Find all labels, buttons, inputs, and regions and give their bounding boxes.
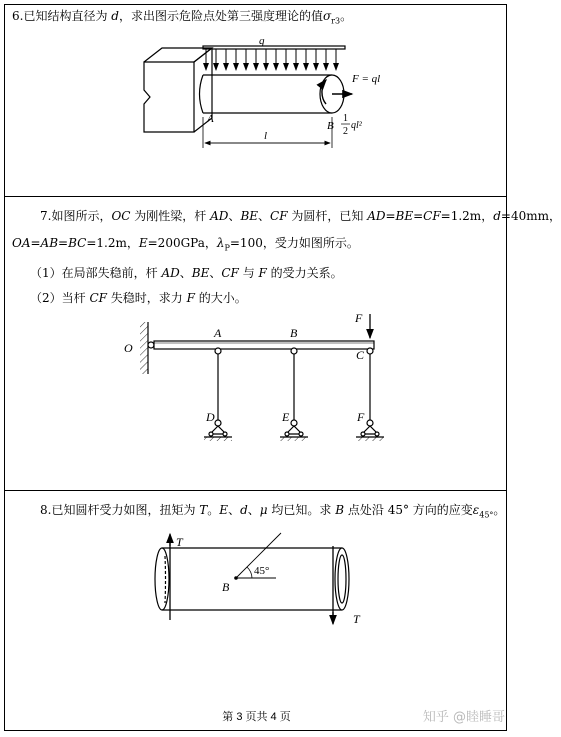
figure-6-cantilever [144, 46, 345, 132]
label-F: F [357, 410, 365, 424]
label-A: A [214, 326, 222, 340]
label-C: C [356, 348, 365, 362]
ground-hatch-E [280, 437, 308, 441]
label-l: l [264, 130, 268, 142]
distributed-load-arrows [206, 49, 336, 70]
label-q: q [259, 35, 265, 47]
label-force-F: F = ql [352, 73, 381, 85]
label-B: B [327, 120, 334, 132]
question-7-item2: （2）当杆 CF 失稳时，求力 F 的大小。 [30, 291, 247, 305]
page-footer: 第 3 页共 4 页 [222, 711, 291, 723]
question-8-text: 8.已知圆杆受力如图，扭矩为 T。E、d、μ 均已知。求 B 点处沿 45° 方向的应变$\varepsilon_{45^\circ}$。 [40, 503, 506, 520]
label-T-bottom: T [353, 612, 360, 626]
label-45deg: 45° [254, 565, 270, 577]
question-7-item1: （1）在局部失稳前，杆 AD、BE、CF 与 F 的受力关系。 [30, 266, 343, 280]
question-7-line2: OA=AB=BC=1.2m，E=200GPa，$\lambda_P=100$，受力如图所示。 [12, 236, 359, 253]
figure-8-shaft [155, 533, 349, 610]
moment-ql2: ql² [351, 120, 362, 131]
ground-hatch-F [356, 437, 384, 441]
label-O: O [124, 341, 133, 355]
ground-hatch-D [204, 437, 232, 441]
label-B: B [290, 326, 298, 340]
point-B [234, 576, 238, 580]
label-B: B [222, 580, 230, 594]
moment-half-den: 2 [343, 126, 348, 137]
figure-7-beam [140, 322, 384, 437]
label-T-top: T [176, 535, 183, 549]
moment-half-num: 1 [343, 113, 348, 124]
label-A: A [207, 113, 214, 125]
watermark: 知乎 @睦睡哥 [422, 710, 505, 725]
dimension-l [203, 117, 332, 148]
label-E: E [282, 410, 290, 424]
question-7-line1: 7.如图所示，OC 为刚性梁，杆 AD、BE、CF 为圆杆，已知 AD=BE=CF=1.2m，d=40mm， [40, 209, 561, 223]
question-6-text: 6.已知结构直径为 d，求出图示危险点处第三强度理论的值$\sigma_{r3}$。 [12, 9, 353, 26]
label-force-F: F [355, 311, 363, 325]
label-D: D [206, 410, 215, 424]
